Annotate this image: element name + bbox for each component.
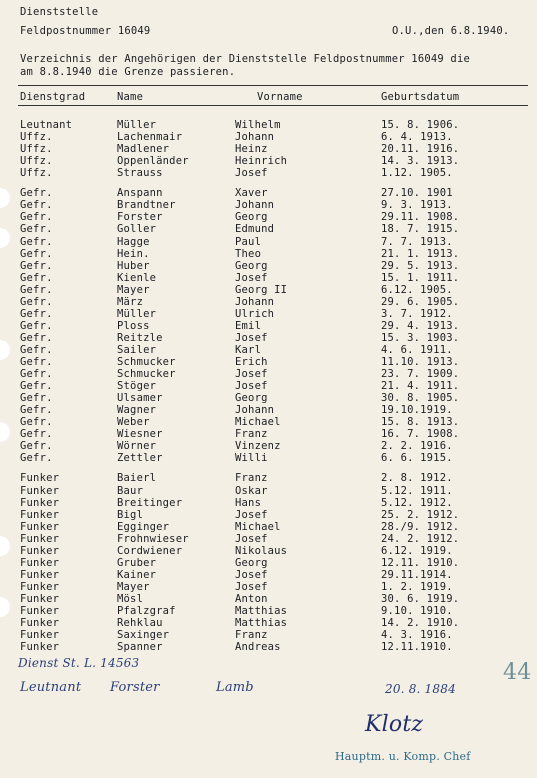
name-cell: Stöger xyxy=(117,380,157,393)
first-name-cell: Ulrich xyxy=(235,307,275,320)
table-row xyxy=(0,617,537,629)
first-name-cell: Franz xyxy=(235,629,268,641)
table-row xyxy=(0,155,537,167)
name-cell: Ploss xyxy=(117,319,150,332)
rank-cell: Funker xyxy=(20,472,60,485)
rank-cell: Leutnant xyxy=(20,119,73,131)
birth-date-cell: 4. 6. 1911. xyxy=(381,343,453,356)
table-row xyxy=(0,557,537,569)
header-rule-top xyxy=(18,85,528,86)
name-cell: März xyxy=(117,295,144,308)
name-cell: Wagner xyxy=(117,404,157,417)
birth-date-cell: 15. 8. 1913. xyxy=(381,416,460,429)
birth-date-cell: 14. 2. 1910. xyxy=(381,617,460,629)
first-name-cell: Karl xyxy=(235,343,262,356)
birth-date-cell: 30. 6. 1919. xyxy=(381,592,460,605)
table-row xyxy=(0,296,537,308)
first-name-cell: Oskar xyxy=(235,484,268,497)
birth-date-cell: 6.12. 1919. xyxy=(381,544,453,557)
first-name-cell: Georg xyxy=(235,259,268,272)
column-header-date: Geburtsdatum xyxy=(381,91,460,103)
table-row xyxy=(0,344,537,356)
first-name-cell: Emil xyxy=(235,319,262,332)
first-name-cell: Michael xyxy=(235,416,281,429)
intro-line-2: am 8.8.1940 die Grenze passieren. xyxy=(20,66,236,78)
table-row xyxy=(0,248,537,260)
first-name-cell: Josef xyxy=(235,508,268,521)
table-row xyxy=(0,428,537,440)
birth-date-cell: 29.11. 1908. xyxy=(381,211,460,224)
first-name-cell: Theo xyxy=(235,247,262,260)
name-cell: Sailer xyxy=(117,343,157,356)
rank-cell: Funker xyxy=(20,568,60,581)
first-name-cell: Hans xyxy=(235,496,262,509)
first-name-cell: Heinz xyxy=(235,143,268,156)
first-name-cell: Josef xyxy=(235,167,268,180)
table-row xyxy=(0,131,537,143)
name-cell: Gruber xyxy=(117,556,157,569)
first-name-cell: Georg II xyxy=(235,283,288,296)
name-cell: Huber xyxy=(117,259,150,272)
table-row xyxy=(0,119,537,131)
table-row xyxy=(0,392,537,404)
rank-cell: Uffz. xyxy=(20,143,53,156)
name-cell: Bigl xyxy=(117,508,144,521)
rank-cell: Gefr. xyxy=(20,319,53,332)
first-name-cell: Nikolaus xyxy=(235,544,288,557)
table-row xyxy=(0,187,537,199)
rank-cell: Gefr. xyxy=(20,343,53,356)
table-row xyxy=(0,272,537,284)
rank-cell: Gefr. xyxy=(20,380,53,393)
rank-cell: Gefr. xyxy=(20,331,53,344)
birth-date-cell: 24. 2. 1912. xyxy=(381,532,460,545)
table-row xyxy=(0,404,537,416)
rank-cell: Gefr. xyxy=(20,452,53,465)
name-cell: Egginger xyxy=(117,520,170,533)
birth-date-cell: 29. 4. 1913. xyxy=(381,319,460,332)
rank-cell: Gefr. xyxy=(20,307,53,320)
rank-cell: Gefr. xyxy=(20,199,53,212)
rank-cell: Gefr. xyxy=(20,404,53,417)
name-cell: Rehklau xyxy=(117,617,163,629)
name-cell: Reitzle xyxy=(117,331,163,344)
table-row xyxy=(0,605,537,617)
name-cell: Baur xyxy=(117,484,144,497)
rank-cell: Funker xyxy=(20,641,60,654)
birth-date-cell: 16. 7. 1908. xyxy=(381,428,460,441)
first-name-cell: Josef xyxy=(235,580,268,593)
birth-date-cell: 21. 4. 1911. xyxy=(381,380,460,393)
name-cell: Mösl xyxy=(117,592,144,605)
birth-date-cell: 14. 3. 1913. xyxy=(381,155,460,168)
rank-cell: Gefr. xyxy=(20,271,53,284)
first-name-cell: Josef xyxy=(235,568,268,581)
rank-cell: Gefr. xyxy=(20,211,53,224)
place-date: O.U.,den 6.8.1940. xyxy=(392,25,510,37)
first-name-cell: Vinzenz xyxy=(235,440,281,453)
first-name-cell: Franz xyxy=(235,428,268,441)
rank-cell: Funker xyxy=(20,508,60,521)
rank-cell: Funker xyxy=(20,605,60,617)
name-cell: Brandtner xyxy=(117,199,176,212)
first-name-cell: Johann xyxy=(235,131,275,144)
birth-date-cell: 12.11.1910. xyxy=(381,641,453,654)
name-cell: Müller xyxy=(117,307,157,320)
birth-date-cell: 19.10.1919. xyxy=(381,404,453,417)
table-row xyxy=(0,545,537,557)
name-cell: Lachenmair xyxy=(117,131,183,144)
name-cell: Madlener xyxy=(117,143,170,156)
table-row xyxy=(0,380,537,392)
table-row xyxy=(0,284,537,296)
name-cell: Pfalzgraf xyxy=(117,605,176,617)
rank-stamp: Hauptm. u. Komp. Chef xyxy=(335,750,471,763)
birth-date-cell: 18. 7. 1915. xyxy=(381,223,460,236)
birth-date-cell: 29. 6. 1905. xyxy=(381,295,460,308)
rank-cell: Gefr. xyxy=(20,440,53,453)
handwritten-date: 20. 8. 1884 xyxy=(385,682,456,696)
table-row xyxy=(0,332,537,344)
rank-cell: Gefr. xyxy=(20,283,53,296)
rank-cell: Gefr. xyxy=(20,247,53,260)
handwritten-rank: Leutnant xyxy=(20,680,82,695)
first-name-cell: Edmund xyxy=(235,223,275,236)
birth-date-cell: 29.11.1914. xyxy=(381,568,453,581)
first-name-cell: Xaver xyxy=(235,187,268,200)
birth-date-cell: 30. 8. 1905. xyxy=(381,392,460,405)
name-cell: Mayer xyxy=(117,580,150,593)
birth-date-cell: 6. 6. 1915. xyxy=(381,452,453,465)
table-row xyxy=(0,497,537,509)
first-name-cell: Josef xyxy=(235,532,268,545)
table-row xyxy=(0,236,537,248)
table-row xyxy=(0,320,537,332)
table-row xyxy=(0,416,537,428)
handwritten-signature-1: Forster xyxy=(110,680,160,695)
table-row xyxy=(0,472,537,484)
birth-date-cell: 15. 8. 1906. xyxy=(381,119,460,131)
table-row xyxy=(0,356,537,368)
office-label: Dienststelle xyxy=(20,6,99,18)
table-row xyxy=(0,223,537,235)
name-cell: Strauss xyxy=(117,167,163,180)
rank-cell: Funker xyxy=(20,544,60,557)
rank-cell: Funker xyxy=(20,556,60,569)
table-row xyxy=(0,485,537,497)
rank-cell: Gefr. xyxy=(20,428,53,441)
name-cell: Weber xyxy=(117,416,150,429)
handwritten-signature-2: Lamb xyxy=(216,680,254,695)
rank-cell: Gefr. xyxy=(20,235,53,248)
name-cell: Forster xyxy=(117,211,163,224)
name-cell: Hein. xyxy=(117,247,150,260)
table-row xyxy=(0,199,537,211)
name-cell: Müller xyxy=(117,119,157,131)
column-header-first: Vorname xyxy=(257,91,303,103)
birth-date-cell: 11.10. 1913. xyxy=(381,356,460,368)
table-row xyxy=(0,533,537,545)
name-cell: Goller xyxy=(117,223,157,236)
name-cell: Spanner xyxy=(117,641,163,654)
first-name-cell: Michael xyxy=(235,520,281,533)
fieldpost-number: Feldpostnummer 16049 xyxy=(20,25,151,37)
rank-cell: Uffz. xyxy=(20,167,53,180)
rank-cell: Funker xyxy=(20,496,60,509)
first-name-cell: Heinrich xyxy=(235,155,288,168)
first-name-cell: Josef xyxy=(235,380,268,393)
rank-cell: Gefr. xyxy=(20,356,53,368)
first-name-cell: Willi xyxy=(235,452,268,465)
name-cell: Kienle xyxy=(117,271,157,284)
birth-date-cell: 6. 4. 1913. xyxy=(381,131,453,144)
first-name-cell: Wilhelm xyxy=(235,119,281,131)
table-row xyxy=(0,581,537,593)
rank-cell: Uffz. xyxy=(20,131,53,144)
rank-cell: Funker xyxy=(20,520,60,533)
birth-date-cell: 3. 7. 1912. xyxy=(381,307,453,320)
rank-cell: Gefr. xyxy=(20,295,53,308)
first-name-cell: Georg xyxy=(235,556,268,569)
name-cell: Wörner xyxy=(117,440,157,453)
rank-cell: Gefr. xyxy=(20,416,53,429)
birth-date-cell: 4. 3. 1916. xyxy=(381,629,453,641)
name-cell: Cordwiener xyxy=(117,544,183,557)
intro-text xyxy=(20,53,530,79)
table-row xyxy=(0,452,537,464)
birth-date-cell: 15. 1. 1911. xyxy=(381,271,460,284)
table-row xyxy=(0,308,537,320)
column-header-rank: Dienstgrad xyxy=(20,91,86,103)
handwritten-note: Dienst St. L. 14563 xyxy=(18,656,140,670)
corner-page-number: 44 xyxy=(503,660,532,685)
name-cell: Zettler xyxy=(117,452,163,465)
birth-date-cell: 21. 1. 1913. xyxy=(381,247,460,260)
rank-cell: Funker xyxy=(20,532,60,545)
first-name-cell: Anton xyxy=(235,592,268,605)
table-row xyxy=(0,629,537,641)
first-name-cell: Franz xyxy=(235,472,268,485)
rank-cell: Funker xyxy=(20,629,60,641)
first-name-cell: Josef xyxy=(235,368,268,380)
name-cell: Baierl xyxy=(117,472,157,485)
rank-cell: Funker xyxy=(20,592,60,605)
name-cell: Breitinger xyxy=(117,496,183,509)
birth-date-cell: 5.12. 1911. xyxy=(381,484,453,497)
rank-cell: Gefr. xyxy=(20,223,53,236)
first-name-cell: Johann xyxy=(235,404,275,417)
rank-cell: Uffz. xyxy=(20,155,53,168)
table-row xyxy=(0,368,537,380)
first-name-cell: Matthias xyxy=(235,605,288,617)
name-cell: Mayer xyxy=(117,283,150,296)
name-cell: Schmucker xyxy=(117,368,176,380)
first-name-cell: Josef xyxy=(235,271,268,284)
first-name-cell: Johann xyxy=(235,295,275,308)
rank-cell: Gefr. xyxy=(20,259,53,272)
birth-date-cell: 28./9. 1912. xyxy=(381,520,460,533)
birth-date-cell: 20.11. 1916. xyxy=(381,143,460,156)
birth-date-cell: 23. 7. 1909. xyxy=(381,368,460,380)
birth-date-cell: 12.11. 1910. xyxy=(381,556,460,569)
rank-cell: Funker xyxy=(20,484,60,497)
first-name-cell: Johann xyxy=(235,199,275,212)
name-cell: Kainer xyxy=(117,568,157,581)
name-cell: Frohnwieser xyxy=(117,532,189,545)
name-cell: Schmucker xyxy=(117,356,176,368)
first-name-cell: Paul xyxy=(235,235,262,248)
name-cell: Hagge xyxy=(117,235,150,248)
rank-cell: Funker xyxy=(20,617,60,629)
birth-date-cell: 9.10. 1910. xyxy=(381,605,453,617)
table-row xyxy=(0,569,537,581)
table-row xyxy=(0,641,537,653)
birth-date-cell: 6.12. 1905. xyxy=(381,283,453,296)
rank-cell: Funker xyxy=(20,580,60,593)
rank-cell: Gefr. xyxy=(20,187,53,200)
birth-date-cell: 1.12. 1905. xyxy=(381,167,453,180)
table-row xyxy=(0,593,537,605)
birth-date-cell: 15. 3. 1903. xyxy=(381,331,460,344)
name-cell: Anspann xyxy=(117,187,163,200)
name-cell: Ulsamer xyxy=(117,392,163,405)
header-rule-bottom xyxy=(18,105,528,106)
first-name-cell: Andreas xyxy=(235,641,281,654)
name-cell: Wiesner xyxy=(117,428,163,441)
birth-date-cell: 9. 3. 1913. xyxy=(381,199,453,212)
first-name-cell: Josef xyxy=(235,331,268,344)
column-header-name: Name xyxy=(117,91,144,103)
commander-signature: Klotz xyxy=(365,712,424,737)
intro-line-1: Verzeichnis der Angehörigen der Dienststelle Feldpostnummer 16049 die xyxy=(20,53,470,65)
name-cell: Saxinger xyxy=(117,629,170,641)
table-row xyxy=(0,521,537,533)
birth-date-cell: 2. 2. 1916. xyxy=(381,440,453,453)
birth-date-cell: 25. 2. 1912. xyxy=(381,508,460,521)
birth-date-cell: 27.10. 1901 xyxy=(381,187,453,200)
table-row xyxy=(0,167,537,179)
rank-cell: Gefr. xyxy=(20,368,53,380)
birth-date-cell: 29. 5. 1913. xyxy=(381,259,460,272)
rank-cell: Gefr. xyxy=(20,392,53,405)
table-row xyxy=(0,143,537,155)
first-name-cell: Matthias xyxy=(235,617,288,629)
name-cell: Oppenländer xyxy=(117,155,189,168)
first-name-cell: Georg xyxy=(235,392,268,405)
birth-date-cell: 5.12. 1912. xyxy=(381,496,453,509)
birth-date-cell: 1. 2. 1919. xyxy=(381,580,453,593)
table-row xyxy=(0,211,537,223)
birth-date-cell: 2. 8. 1912. xyxy=(381,472,453,485)
birth-date-cell: 7. 7. 1913. xyxy=(381,235,453,248)
first-name-cell: Erich xyxy=(235,356,268,368)
table-row xyxy=(0,440,537,452)
table-row xyxy=(0,260,537,272)
table-row xyxy=(0,509,537,521)
first-name-cell: Georg xyxy=(235,211,268,224)
